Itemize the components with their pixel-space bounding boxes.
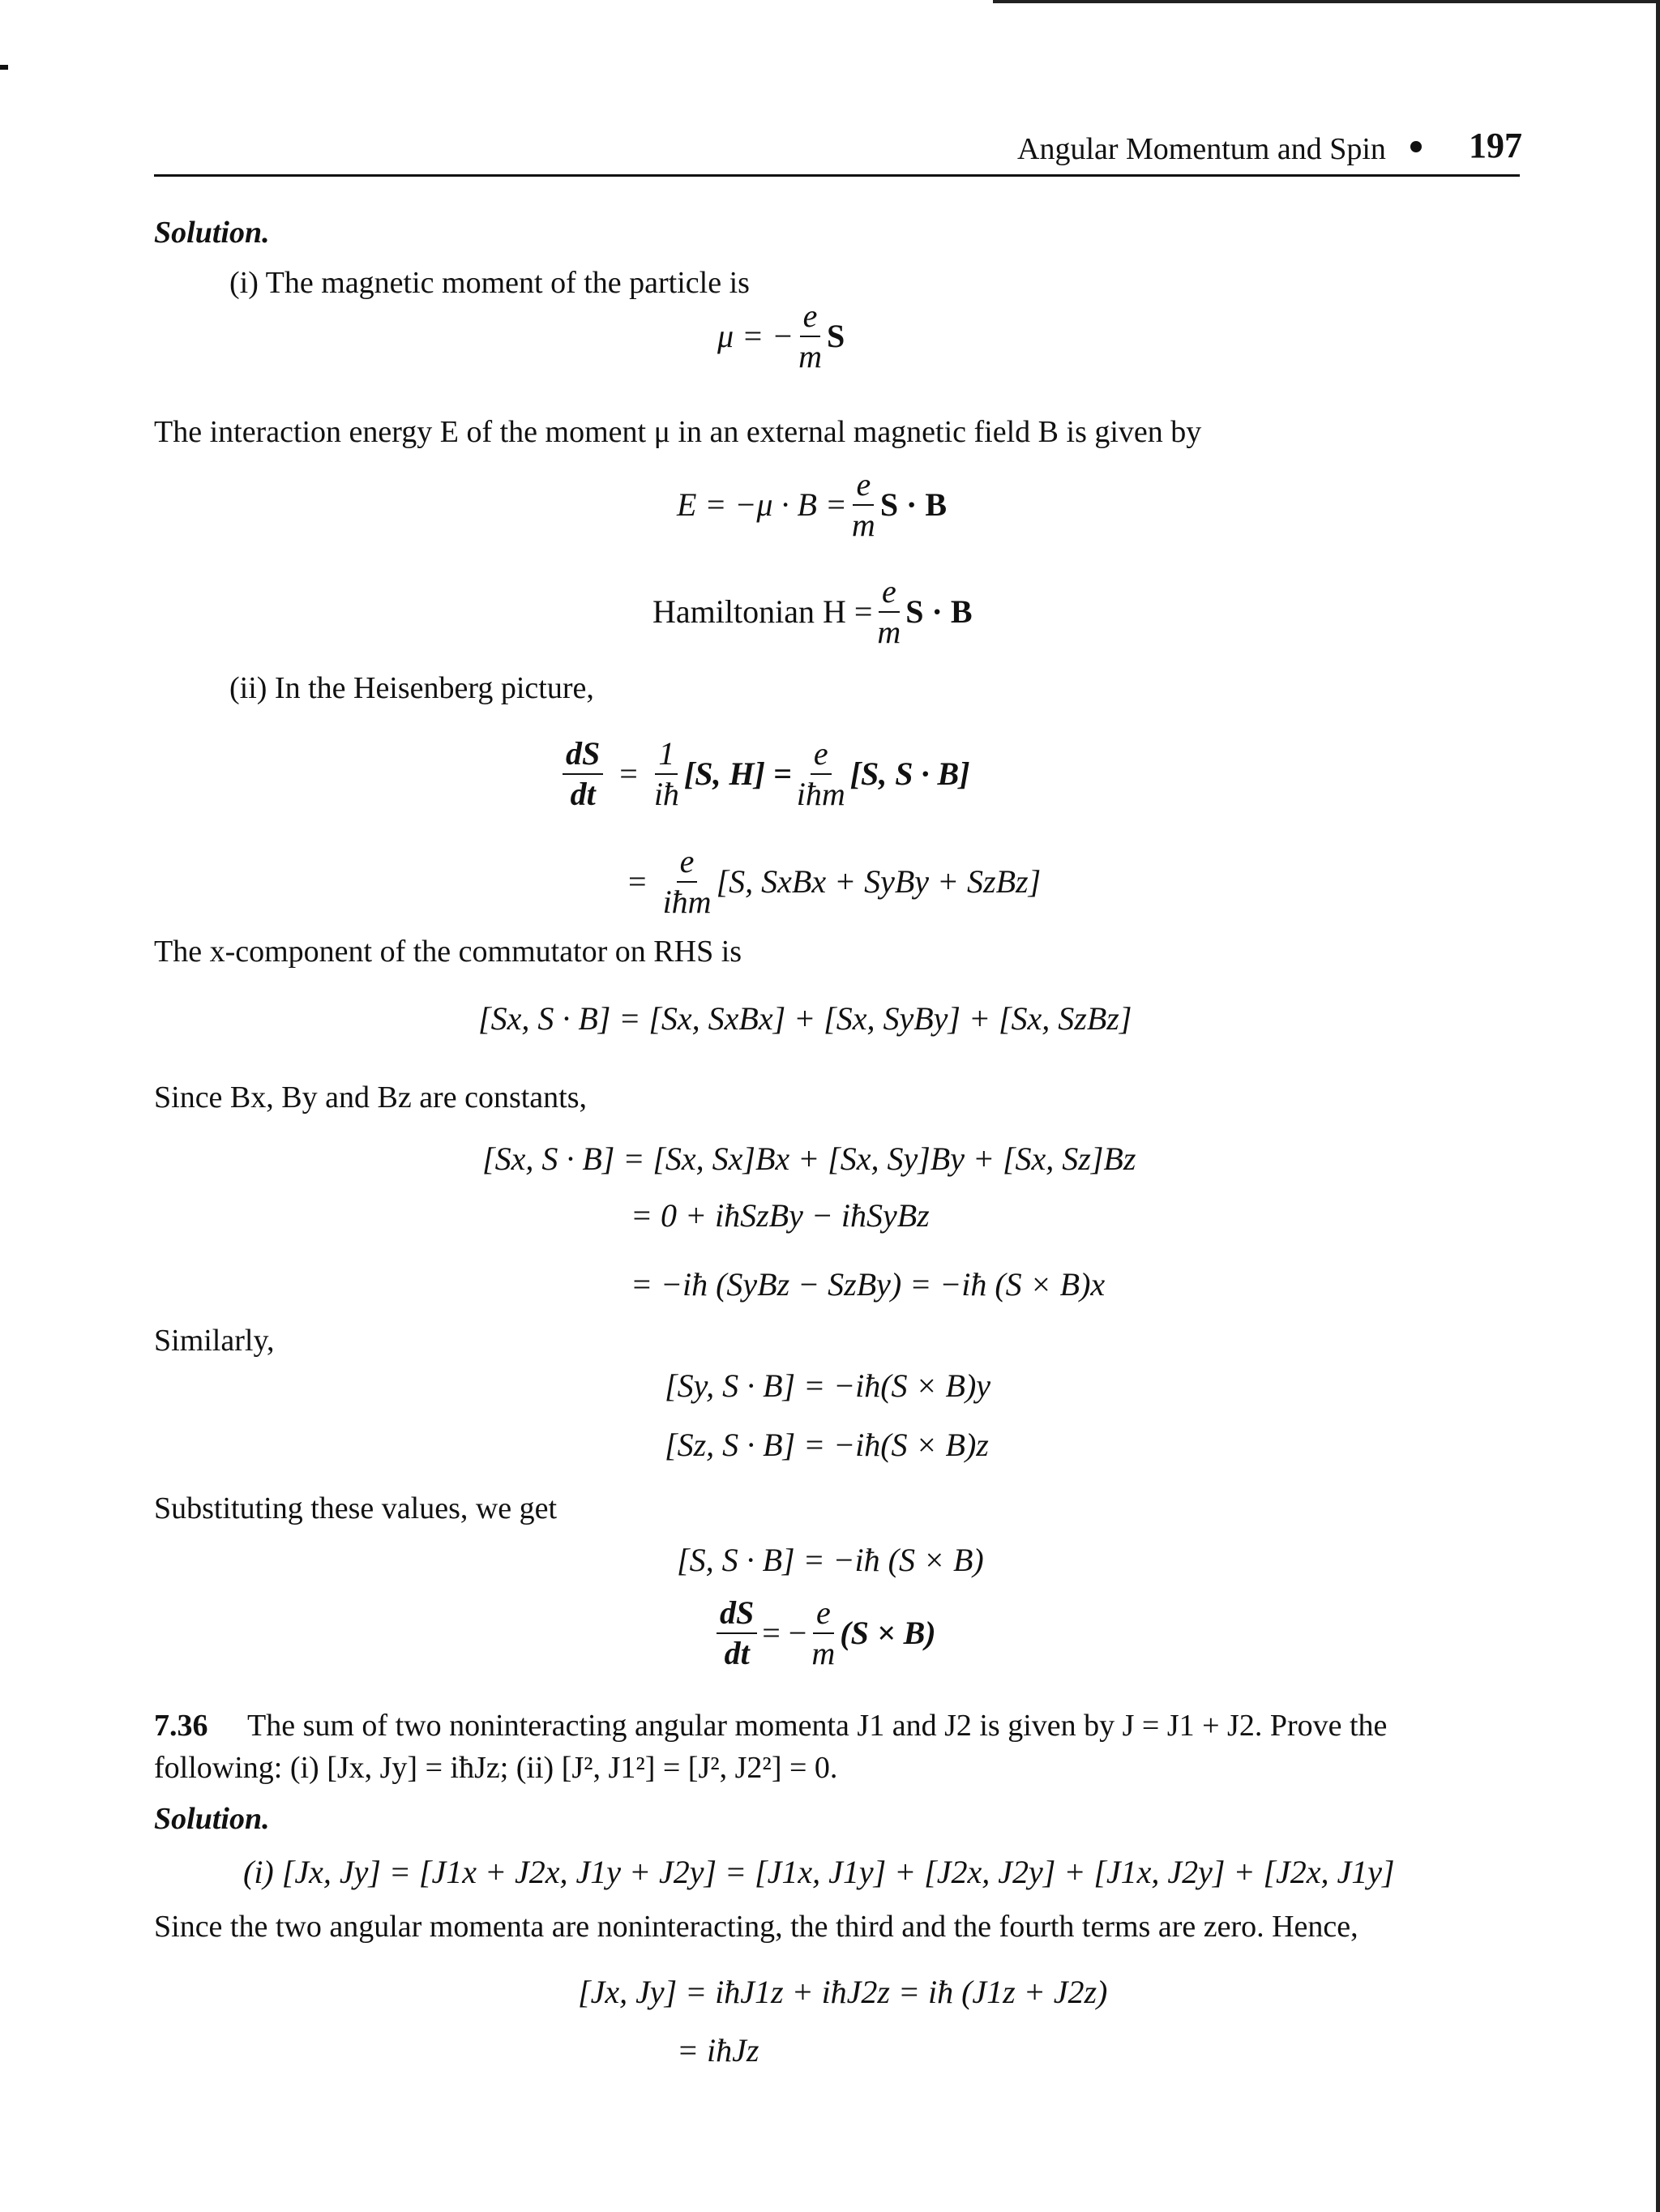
fraction-denominator: m (877, 614, 901, 650)
fraction-numerator: e (800, 300, 821, 337)
header-bullet (1410, 141, 1422, 152)
paragraph-noninteracting: Since the two angular momenta are noninteracting, the third and the fourth terms are zero. Hence, (154, 1910, 1358, 1944)
paragraph-interaction-energy: The interaction energy E of the moment μ in an external magnetic field B is given by (154, 415, 1202, 449)
equation-commutator-x: [Sx, S · B] = [Sx, SxBx] + [Sx, SyBy] + [Sx, SzBz] (478, 1000, 1132, 1037)
equation-jx-jy: [Jx, Jy] = iħJ1z + iħJ2z = iħ (J1z + J2z) (578, 1974, 1108, 2010)
equals-sign: = (619, 755, 638, 792)
paragraph-heisenberg: (ii) In the Heisenberg picture, (229, 671, 594, 705)
page-number: 197 (1469, 126, 1522, 165)
equation-mu (717, 297, 845, 374)
paragraph-magnetic-moment: (i) The magnetic moment of the particle is (229, 266, 750, 300)
equation-dsdt (558, 735, 970, 812)
fraction-numerator: e (677, 845, 698, 883)
equals-sign: = (628, 863, 647, 900)
fraction-ds-dt (717, 1594, 757, 1671)
fraction-numerator: dS (563, 738, 603, 775)
fraction-e-over-ihm (663, 845, 712, 918)
fraction-e-over-m (798, 297, 822, 374)
equation-final-rhs: (S × B) (840, 1615, 936, 1651)
fraction-denominator: dt (724, 1635, 750, 1671)
equation-dsdt-rhs: [S, S · B] (849, 755, 970, 792)
header-rule (154, 174, 1520, 177)
fraction-ds-dt (563, 735, 603, 812)
fraction-denominator: m (811, 1635, 836, 1671)
equation-mu-lhs: μ = − (717, 318, 794, 354)
equation-energy-rhs: S · B (879, 486, 948, 523)
solution-heading: Solution. (154, 216, 270, 250)
equation-jx-jy-expanded: (i) [Jx, Jy] = [J1x + J2x, J1y + J2y] = [J1x, J1y] + [J2x, J2y] + [J1x, J2y] + [J2x, J1y] (243, 1854, 1395, 1890)
equation-dsdt-expanded (628, 845, 1041, 918)
fraction-numerator: e (811, 738, 832, 775)
equation-commutator-step: = 0 + iħSzBy − iħSyBz (631, 1197, 930, 1234)
paragraph-x-component: The x-component of the commutator on RHS is (154, 935, 742, 969)
fraction-e-over-m (852, 468, 875, 541)
equation-dsdt-mid: [S, H] = (683, 755, 792, 792)
paragraph-similarly: Similarly, (154, 1324, 275, 1358)
fraction-denominator: iħm (796, 776, 845, 812)
equation-commutator-z: [Sz, S · B] = −iħ(S × B)z (665, 1427, 989, 1463)
fraction-numerator: e (853, 468, 874, 506)
page-frame-top (993, 0, 1660, 3)
fraction-denominator: dt (570, 776, 596, 812)
solution-heading-2: Solution. (154, 1802, 270, 1836)
equation-final-dsdt (712, 1594, 936, 1671)
equation-commutator-result: = −iħ (SyBz − SzBy) = −iħ (S × B)x (631, 1266, 1106, 1303)
running-header-title: Angular Momentum and Spin (1017, 132, 1386, 166)
equation-jx-jy-result: = iħJz (677, 2032, 759, 2069)
problem-number: 7.36 (154, 1709, 208, 1743)
fraction-e-over-m (877, 575, 901, 648)
equation-energy (677, 468, 947, 541)
problem-statement-line1: The sum of two noninteracting angular momenta J1 and J2 is given by J = J1 + J2. Prove the (247, 1709, 1388, 1743)
fraction-denominator: m (851, 507, 875, 543)
equation-hamiltonian-lhs: Hamiltonian H = (652, 593, 873, 630)
equation-commutator-y: [Sy, S · B] = −iħ(S × B)y (665, 1367, 991, 1404)
equation-final-mid: = − (762, 1615, 807, 1651)
equation-commutator-expanded: [Sx, S · B] = [Sx, Sx]Bx + [Sx, Sy]By + [Sx, Sz]Bz (482, 1140, 1136, 1177)
equation-hamiltonian-rhs: S · B (905, 593, 973, 630)
fraction-1-over-ih (653, 735, 679, 812)
equation-mu-rhs: S (826, 318, 845, 354)
equation-hamiltonian (652, 575, 973, 648)
paragraph-substituting: Substituting these values, we get (154, 1491, 558, 1525)
paragraph-constants: Since Bx, By and Bz are constants, (154, 1080, 588, 1115)
fraction-numerator: e (879, 575, 900, 613)
fraction-e-over-m (811, 1594, 836, 1671)
fraction-numerator: e (813, 1597, 834, 1634)
fraction-numerator: 1 (655, 738, 678, 775)
fraction-denominator: iħm (662, 884, 712, 920)
fraction-numerator: dS (717, 1597, 757, 1634)
problem-statement-line2: following: (i) [Jx, Jy] = iħJz; (ii) [J², J1²] = [J², J2²] = 0. (154, 1751, 838, 1785)
fraction-denominator: iħ (653, 776, 679, 812)
equation-full-commutator: [S, S · B] = −iħ (S × B) (677, 1542, 984, 1578)
page-frame-right (1656, 0, 1660, 2212)
equation-dsdt-expanded-rhs: [S, SxBx + SyBy + SzBz] (716, 863, 1042, 900)
equation-energy-lhs: E = −μ · B = (677, 486, 847, 523)
fraction-denominator: m (798, 338, 822, 374)
margin-mark (0, 65, 8, 70)
fraction-e-over-ihm (796, 735, 845, 812)
